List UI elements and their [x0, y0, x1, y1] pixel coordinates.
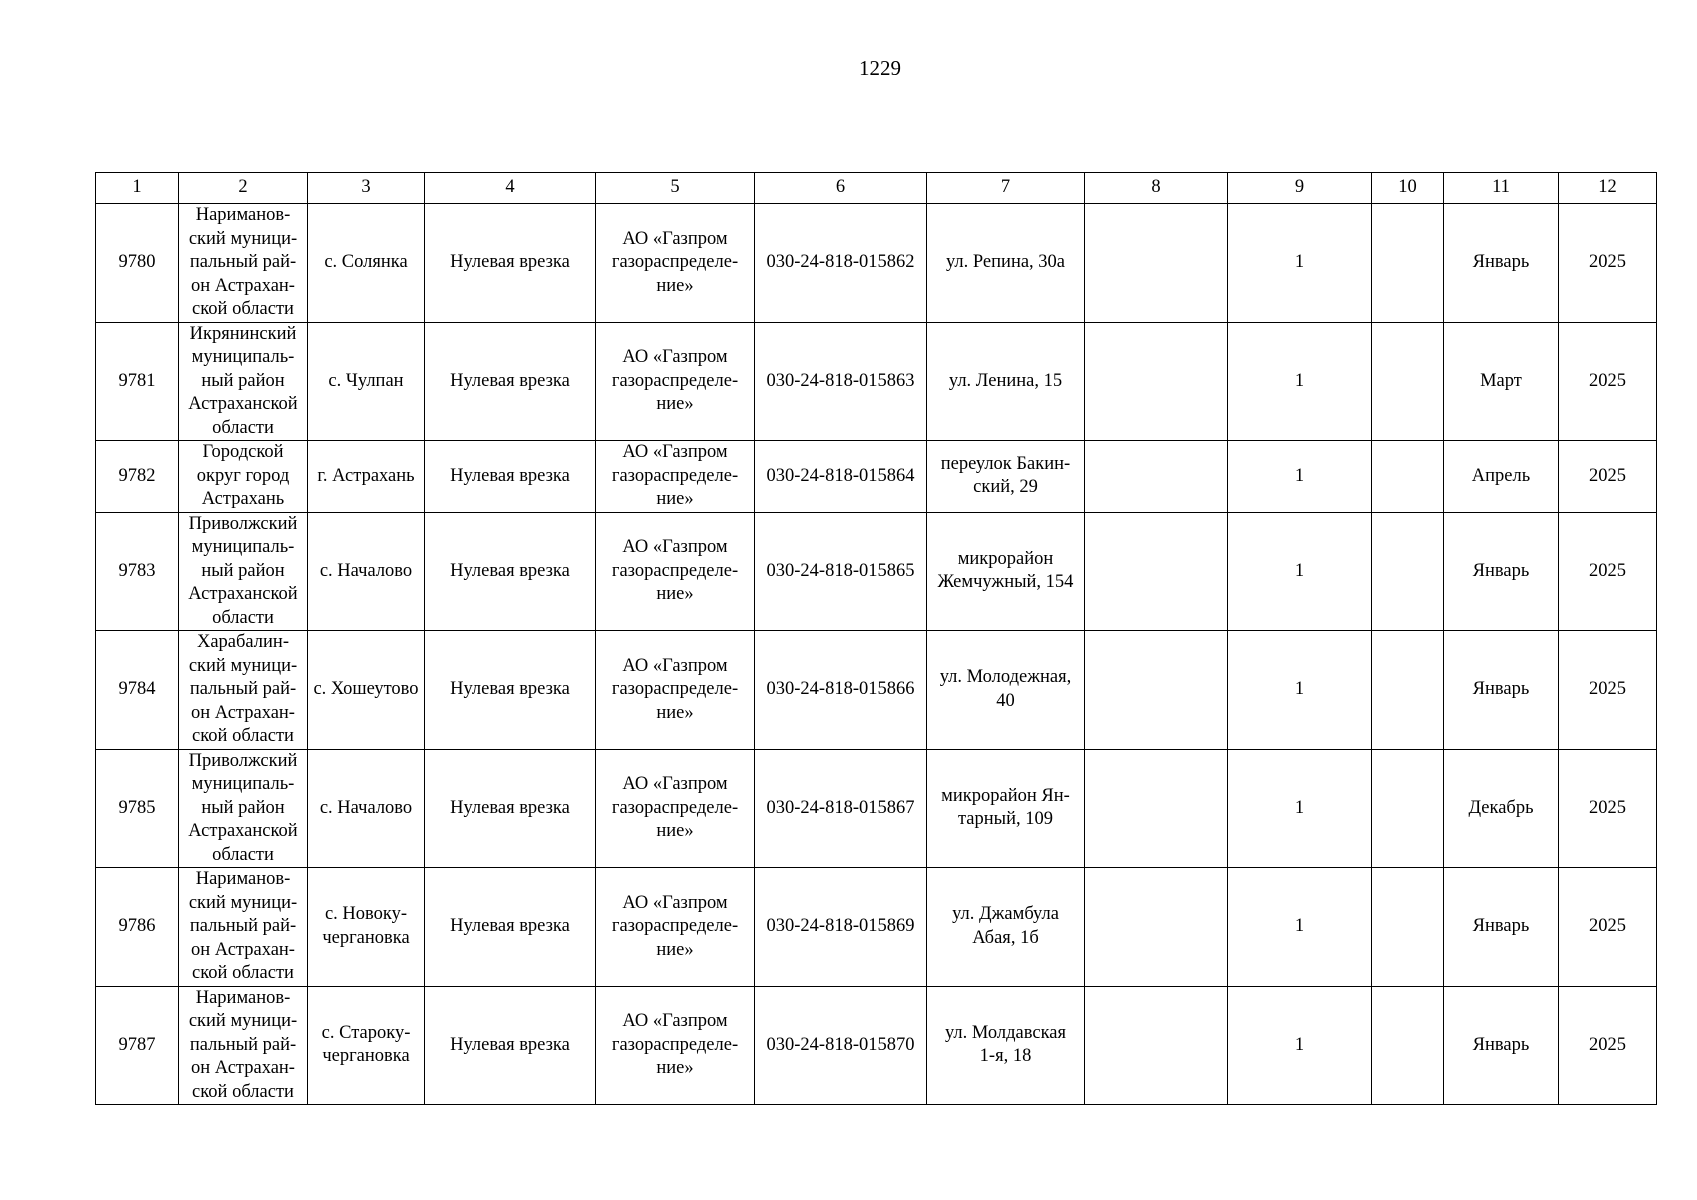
cell-month: Январь — [1444, 631, 1559, 750]
cell-type: Нулевая врезка — [425, 204, 596, 323]
cell-year: 2025 — [1559, 322, 1657, 441]
cell-number: 9783 — [96, 512, 179, 631]
cell-organization: АО «Газпром газораспределе- ние» — [596, 322, 755, 441]
cell-code: 030-24-818-015865 — [755, 512, 927, 631]
cell-number: 9785 — [96, 749, 179, 868]
column-header: 9 — [1228, 173, 1372, 204]
cell-district: Нариманов- ский муници- пальный рай- он Астрахан- ской области — [179, 986, 308, 1105]
cell-settlement: с. Солянка — [308, 204, 425, 323]
cell-col10 — [1372, 512, 1444, 631]
cell-address: переулок Бакин- ский, 29 — [927, 441, 1085, 513]
cell-type: Нулевая врезка — [425, 631, 596, 750]
cell-col9: 1 — [1228, 204, 1372, 323]
column-header: 6 — [755, 173, 927, 204]
cell-address: ул. Молодежная, 40 — [927, 631, 1085, 750]
table-row — [96, 749, 1657, 868]
cell-col9: 1 — [1228, 441, 1372, 513]
cell-col8 — [1085, 986, 1228, 1105]
table-row — [96, 322, 1657, 441]
cell-col10 — [1372, 868, 1444, 987]
cell-settlement: с. Хошеутово — [308, 631, 425, 750]
cell-type: Нулевая врезка — [425, 322, 596, 441]
column-header: 2 — [179, 173, 308, 204]
cell-settlement: г. Астрахань — [308, 441, 425, 513]
cell-col9: 1 — [1228, 749, 1372, 868]
cell-address: ул. Джамбула Абая, 1б — [927, 868, 1085, 987]
cell-address: микрорайон Ян- тарный, 109 — [927, 749, 1085, 868]
column-header: 8 — [1085, 173, 1228, 204]
cell-month: Март — [1444, 322, 1559, 441]
cell-number: 9781 — [96, 322, 179, 441]
cell-organization: АО «Газпром газораспределе- ние» — [596, 631, 755, 750]
cell-month: Декабрь — [1444, 749, 1559, 868]
cell-year: 2025 — [1559, 512, 1657, 631]
cell-col10 — [1372, 204, 1444, 323]
cell-organization: АО «Газпром газораспределе- ние» — [596, 204, 755, 323]
column-header: 12 — [1559, 173, 1657, 204]
cell-col9: 1 — [1228, 512, 1372, 631]
cell-col10 — [1372, 986, 1444, 1105]
cell-district: Приволжский муниципаль- ный район Астраханской области — [179, 512, 308, 631]
page-number: 1229 — [859, 56, 901, 80]
cell-year: 2025 — [1559, 631, 1657, 750]
cell-code: 030-24-818-015867 — [755, 749, 927, 868]
cell-month: Январь — [1444, 204, 1559, 323]
table-row — [96, 512, 1657, 631]
cell-month: Январь — [1444, 868, 1559, 987]
cell-col8 — [1085, 749, 1228, 868]
cell-settlement: с. Началово — [308, 749, 425, 868]
cell-address: ул. Репина, 30а — [927, 204, 1085, 323]
column-header: 5 — [596, 173, 755, 204]
table-row — [96, 868, 1657, 987]
column-header: 7 — [927, 173, 1085, 204]
cell-col10 — [1372, 322, 1444, 441]
column-header: 3 — [308, 173, 425, 204]
cell-col10 — [1372, 749, 1444, 868]
cell-organization: АО «Газпром газораспределе- ние» — [596, 749, 755, 868]
cell-settlement: с. Староку- чергановка — [308, 986, 425, 1105]
column-header: 10 — [1372, 173, 1444, 204]
cell-organization: АО «Газпром газораспределе- ние» — [596, 441, 755, 513]
cell-col10 — [1372, 631, 1444, 750]
cell-number: 9780 — [96, 204, 179, 323]
cell-settlement: с. Новоку- чергановка — [308, 868, 425, 987]
cell-district: Приволжский муниципаль- ный район Астраханской области — [179, 749, 308, 868]
cell-col8 — [1085, 441, 1228, 513]
table-row — [96, 986, 1657, 1105]
cell-year: 2025 — [1559, 986, 1657, 1105]
cell-code: 030-24-818-015862 — [755, 204, 927, 323]
cell-col8 — [1085, 322, 1228, 441]
cell-type: Нулевая врезка — [425, 868, 596, 987]
cell-address: ул. Ленина, 15 — [927, 322, 1085, 441]
cell-year: 2025 — [1559, 204, 1657, 323]
table-row — [96, 631, 1657, 750]
cell-col9: 1 — [1228, 631, 1372, 750]
cell-district: Нариманов- ский муници- пальный рай- он Астрахан- ской области — [179, 204, 308, 323]
table-row — [96, 441, 1657, 513]
cell-number: 9782 — [96, 441, 179, 513]
cell-organization: АО «Газпром газораспределе- ние» — [596, 512, 755, 631]
cell-year: 2025 — [1559, 868, 1657, 987]
cell-col8 — [1085, 631, 1228, 750]
column-header: 1 — [96, 173, 179, 204]
cell-organization: АО «Газпром газораспределе- ние» — [596, 868, 755, 987]
cell-year: 2025 — [1559, 749, 1657, 868]
cell-month: Январь — [1444, 512, 1559, 631]
cell-month: Январь — [1444, 986, 1559, 1105]
cell-month: Апрель — [1444, 441, 1559, 513]
cell-number: 9787 — [96, 986, 179, 1105]
cell-settlement: с. Началово — [308, 512, 425, 631]
cell-col10 — [1372, 441, 1444, 513]
data-table — [95, 172, 1657, 1105]
cell-type: Нулевая врезка — [425, 441, 596, 513]
table-header-row — [96, 173, 1657, 204]
cell-number: 9784 — [96, 631, 179, 750]
table-row — [96, 204, 1657, 323]
cell-code: 030-24-818-015864 — [755, 441, 927, 513]
cell-col9: 1 — [1228, 322, 1372, 441]
cell-year: 2025 — [1559, 441, 1657, 513]
cell-col9: 1 — [1228, 986, 1372, 1105]
cell-district: Нариманов- ский муници- пальный рай- он Астрахан- ской области — [179, 868, 308, 987]
cell-address: микрорайон Жемчужный, 154 — [927, 512, 1085, 631]
cell-type: Нулевая врезка — [425, 749, 596, 868]
cell-col8 — [1085, 868, 1228, 987]
cell-district: Харабалин- ский муници- пальный рай- он Астрахан- ской области — [179, 631, 308, 750]
cell-organization: АО «Газпром газораспределе- ние» — [596, 986, 755, 1105]
cell-code: 030-24-818-015863 — [755, 322, 927, 441]
cell-col8 — [1085, 512, 1228, 631]
cell-district: Городской округ город Астрахань — [179, 441, 308, 513]
cell-type: Нулевая врезка — [425, 512, 596, 631]
cell-col8 — [1085, 204, 1228, 323]
cell-district: Икрянинский муниципаль- ный район Астраханской области — [179, 322, 308, 441]
cell-col9: 1 — [1228, 868, 1372, 987]
cell-code: 030-24-818-015870 — [755, 986, 927, 1105]
cell-code: 030-24-818-015869 — [755, 868, 927, 987]
cell-address: ул. Молдавская 1-я, 18 — [927, 986, 1085, 1105]
cell-type: Нулевая врезка — [425, 986, 596, 1105]
cell-settlement: с. Чулпан — [308, 322, 425, 441]
cell-number: 9786 — [96, 868, 179, 987]
column-header: 11 — [1444, 173, 1559, 204]
column-header: 4 — [425, 173, 596, 204]
cell-code: 030-24-818-015866 — [755, 631, 927, 750]
